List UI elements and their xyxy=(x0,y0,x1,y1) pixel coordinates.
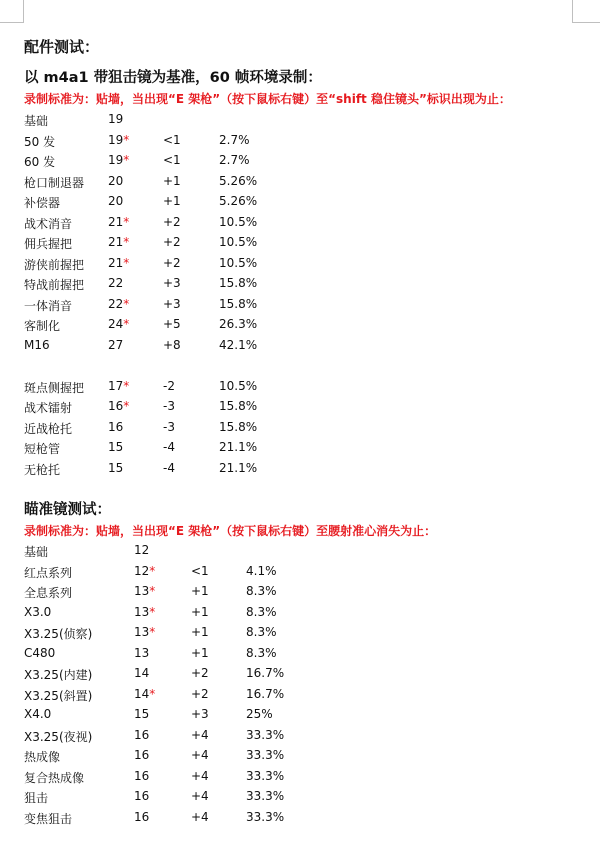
row-diff: +2 xyxy=(163,235,181,249)
row-value: 16 xyxy=(134,727,150,742)
row-value: 14 xyxy=(134,666,150,680)
section2-note: 录制标准为：贴墙，当出现“E 架枪”（按下鼠标右键）至腰射准心消失为止： xyxy=(24,524,437,538)
row-name: 变焦狙击 xyxy=(24,811,73,826)
row-value: 21* xyxy=(108,255,130,270)
row-percent: 15.8% xyxy=(219,399,258,413)
row-percent: 21.1% xyxy=(219,440,258,454)
row-percent: 33.3% xyxy=(246,809,285,824)
row-value: 12* xyxy=(134,563,156,578)
row-percent: 8.3% xyxy=(246,645,277,660)
row-percent: 8.3% xyxy=(246,625,277,639)
row-value: 27 xyxy=(108,337,124,352)
row-percent: 5.26% xyxy=(219,194,258,208)
row-name: 复合热成像 xyxy=(24,770,85,785)
row-value: 16* xyxy=(108,399,130,413)
row-percent: 15.8% xyxy=(219,296,258,311)
section1-note: 录制标准为：贴墙，当出现“E 架枪”（按下鼠标右键）至“shift 稳住镜头”标识出现为止： xyxy=(24,92,511,106)
row-name: C480 xyxy=(24,645,56,660)
row-value: 24* xyxy=(108,317,130,331)
row-percent: 2.7% xyxy=(219,153,250,167)
asterisk-mark: * xyxy=(149,686,156,701)
row-percent: 15.8% xyxy=(219,276,258,290)
row-name: 枪口制退器 xyxy=(24,175,85,190)
row-value: 14* xyxy=(134,686,156,701)
row-name: 红点系列 xyxy=(24,565,73,580)
row-percent: 10.5% xyxy=(219,255,258,270)
row-name: 60 发 xyxy=(24,155,56,169)
row-name: 斑点侧握把 xyxy=(24,380,85,395)
row-diff: +3 xyxy=(163,296,181,311)
crop-mark-top-left-h xyxy=(0,22,24,23)
row-percent: 15.8% xyxy=(219,419,258,434)
asterisk-mark: * xyxy=(149,625,156,639)
row-diff: -3 xyxy=(163,399,175,413)
row-diff: +1 xyxy=(191,645,209,660)
row-percent: 10.5% xyxy=(219,235,258,249)
row-value: 20 xyxy=(108,194,124,208)
row-value: 20 xyxy=(108,173,124,188)
row-diff: <1 xyxy=(163,153,181,167)
row-name: 短枪管 xyxy=(24,442,61,456)
row-value: 16 xyxy=(134,768,150,783)
asterisk-mark: * xyxy=(123,132,130,147)
row-diff: -4 xyxy=(163,440,175,454)
row-name: X3.25(侦察) xyxy=(24,627,93,641)
row-diff: +2 xyxy=(163,214,181,229)
row-diff: +4 xyxy=(191,768,209,783)
asterisk-mark: * xyxy=(123,255,130,270)
row-value: 13* xyxy=(134,625,156,639)
row-percent: 33.3% xyxy=(246,789,285,803)
row-value: 15 xyxy=(108,440,124,454)
row-diff: +8 xyxy=(163,337,181,352)
row-name: M16 xyxy=(24,337,50,352)
row-name: 战术消音 xyxy=(24,216,73,231)
row-diff: +1 xyxy=(191,604,209,619)
row-value: 19 xyxy=(108,112,124,126)
asterisk-mark: * xyxy=(149,563,156,578)
row-name: 基础 xyxy=(24,545,49,559)
row-percent: 33.3% xyxy=(246,727,285,742)
row-value: 16 xyxy=(134,809,150,824)
row-percent: 16.7% xyxy=(246,686,285,701)
row-percent: 21.1% xyxy=(219,460,258,475)
section1-title: 以 m4a1 带狙击镜为基准，60 帧环境录制： xyxy=(24,70,322,86)
row-value: 13* xyxy=(134,584,156,598)
row-percent: 33.3% xyxy=(246,768,285,783)
row-diff: -4 xyxy=(163,460,175,475)
page-title: 配件测试： xyxy=(24,38,100,56)
row-name: 狙击 xyxy=(24,791,49,805)
row-value: 12 xyxy=(134,543,150,557)
row-name: 全息系列 xyxy=(24,586,73,600)
row-value: 21* xyxy=(108,235,130,249)
row-value: 17* xyxy=(108,378,130,393)
row-diff: -3 xyxy=(163,419,175,434)
row-diff: +2 xyxy=(191,666,209,680)
row-name: 热成像 xyxy=(24,750,61,764)
asterisk-mark: * xyxy=(149,584,156,598)
asterisk-mark: * xyxy=(123,296,130,311)
row-value: 13 xyxy=(134,645,150,660)
row-value: 16 xyxy=(108,419,124,434)
row-percent: 4.1% xyxy=(246,563,277,578)
row-percent: 5.26% xyxy=(219,173,258,188)
row-diff: <1 xyxy=(163,132,181,147)
row-value: 21* xyxy=(108,214,130,229)
row-name: X3.0 xyxy=(24,604,52,619)
row-percent: 33.3% xyxy=(246,748,285,762)
row-percent: 16.7% xyxy=(246,666,285,680)
row-percent: 25% xyxy=(246,707,273,721)
row-diff: -2 xyxy=(163,378,175,393)
row-name: 近战枪托 xyxy=(24,421,73,436)
row-percent: 2.7% xyxy=(219,132,250,147)
row-diff: +1 xyxy=(191,625,209,639)
asterisk-mark: * xyxy=(123,153,130,167)
crop-mark-top-right-v xyxy=(572,0,573,22)
row-percent: 26.3% xyxy=(219,317,258,331)
row-name: 50 发 xyxy=(24,134,56,149)
row-name: 游侠前握把 xyxy=(24,257,85,272)
row-diff: +2 xyxy=(163,255,181,270)
row-name: 无枪托 xyxy=(24,462,61,477)
row-name: 补偿器 xyxy=(24,196,61,210)
row-value: 15 xyxy=(134,707,150,721)
row-name: 战术镭射 xyxy=(24,401,73,415)
row-diff: +4 xyxy=(191,727,209,742)
row-name: 佣兵握把 xyxy=(24,237,73,251)
row-diff: +5 xyxy=(163,317,181,331)
row-name: X3.25(斜置) xyxy=(24,688,93,703)
row-name: 客制化 xyxy=(24,319,61,333)
asterisk-mark: * xyxy=(123,399,130,413)
row-value: 16 xyxy=(134,789,150,803)
row-diff: +3 xyxy=(191,707,209,721)
row-value: 15 xyxy=(108,460,124,475)
row-name: X3.25(夜视) xyxy=(24,729,93,744)
row-value: 19* xyxy=(108,132,130,147)
row-diff: +1 xyxy=(163,194,181,208)
row-value: 16 xyxy=(134,748,150,762)
row-diff: <1 xyxy=(191,563,209,578)
row-diff: +4 xyxy=(191,809,209,824)
asterisk-mark: * xyxy=(149,604,156,619)
row-diff: +3 xyxy=(163,276,181,290)
row-percent: 8.3% xyxy=(246,604,277,619)
asterisk-mark: * xyxy=(123,317,130,331)
row-diff: +4 xyxy=(191,789,209,803)
row-name: X3.25(内建) xyxy=(24,668,93,682)
asterisk-mark: * xyxy=(123,235,130,249)
row-diff: +4 xyxy=(191,748,209,762)
row-diff: +1 xyxy=(163,173,181,188)
row-diff: +2 xyxy=(191,686,209,701)
row-percent: 42.1% xyxy=(219,337,258,352)
row-name: 基础 xyxy=(24,114,49,128)
asterisk-mark: * xyxy=(123,378,130,393)
asterisk-mark: * xyxy=(123,214,130,229)
section2-title: 瞄准镜测试： xyxy=(24,502,111,518)
row-value: 19* xyxy=(108,153,130,167)
row-percent: 10.5% xyxy=(219,214,258,229)
row-value: 13* xyxy=(134,604,156,619)
row-percent: 10.5% xyxy=(219,378,258,393)
row-name: 特战前握把 xyxy=(24,278,85,292)
row-value: 22 xyxy=(108,276,124,290)
crop-mark-top-left-v xyxy=(23,0,24,22)
row-name: 一体消音 xyxy=(24,298,73,313)
row-diff: +1 xyxy=(191,584,209,598)
row-name: X4.0 xyxy=(24,707,52,721)
row-percent: 8.3% xyxy=(246,584,277,598)
row-value: 22* xyxy=(108,296,130,311)
crop-mark-top-right-h xyxy=(572,22,600,23)
